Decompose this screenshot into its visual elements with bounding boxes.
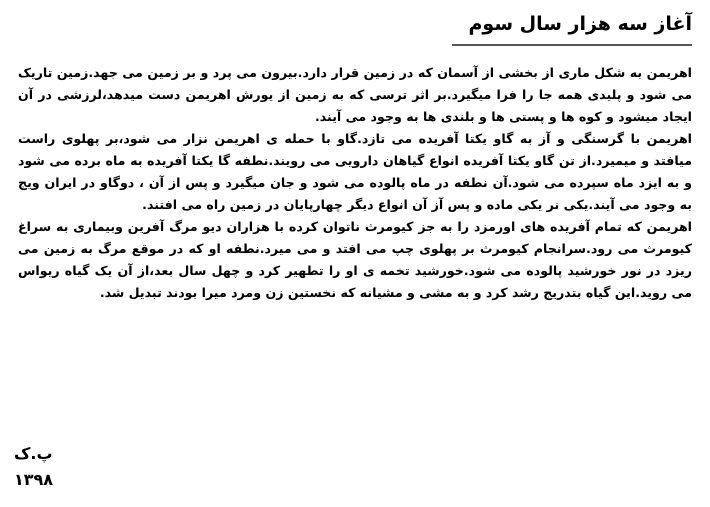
title-underline	[452, 44, 692, 46]
signature-year: ۱۳۹۸	[14, 470, 54, 489]
signature-initials: پ.ک	[14, 444, 53, 463]
signature-block	[14, 441, 134, 493]
paragraph: اهریمن که تمام آفریده های اورمزد را به جز کیومرث ناتوان کرده با هزاران دیو مرگ آفرین وبیماری به سراغ کیومرث می رود.سرانجام کیومرث بر پهلوی چپ می افتد و می میرد.نطفه او که در موقع مرگ به زمین می ریزد در نور خورشید پالوده می شود.خورشید تخمه ی او را تطهیر کرد و چهل سال بعد،از آن یک گیاه ریواس می روید.این گیاه بتدریج رشد کرد و به مشی و مشیانه که نخستین زن ومرد میرا بودند تبدیل شد.	[18, 219, 692, 300]
page-title: آغاز سه هزار سال سوم	[468, 13, 692, 35]
document-body	[18, 62, 692, 304]
paragraph: اهریمن با گرسنگی و آز به گاو یکتا آفریده می تازد.گاو با حمله ی اهریمن نزار می شود،بر پهلوی راست میافتد و میمیرد.از تن گاو یکتا آفریده انواع گیاهان دارویی می رویند.نطفه گا یکتا آفریده به ماه برده می شود و به ایزد ماه سپرده می شود.آن نطفه در ماه پالوده می شود و جان میگیرد و پس از آن ، دوگاو در ایران ویج به وجود می آیند.یکی نر یکی ماده و پس آز آن انواع دیگر چهارپایان در زمین راه می افتند.	[18, 131, 692, 212]
paragraph: اهریمن به شکل ماری از بخشی از آسمان که در زمین قرار دارد.بیرون می پرد و بر زمین می جهد.زمین تاریک می شود و پلیدی همه جا را فرا میگیرد.بر اثر ترسی که به زمین از یورش اهریمن دست میدهد،لرزشی در آن ایجاد میشود و کوه ها و پستی ها و بلندی ها به وجود می آیند.	[18, 65, 692, 124]
